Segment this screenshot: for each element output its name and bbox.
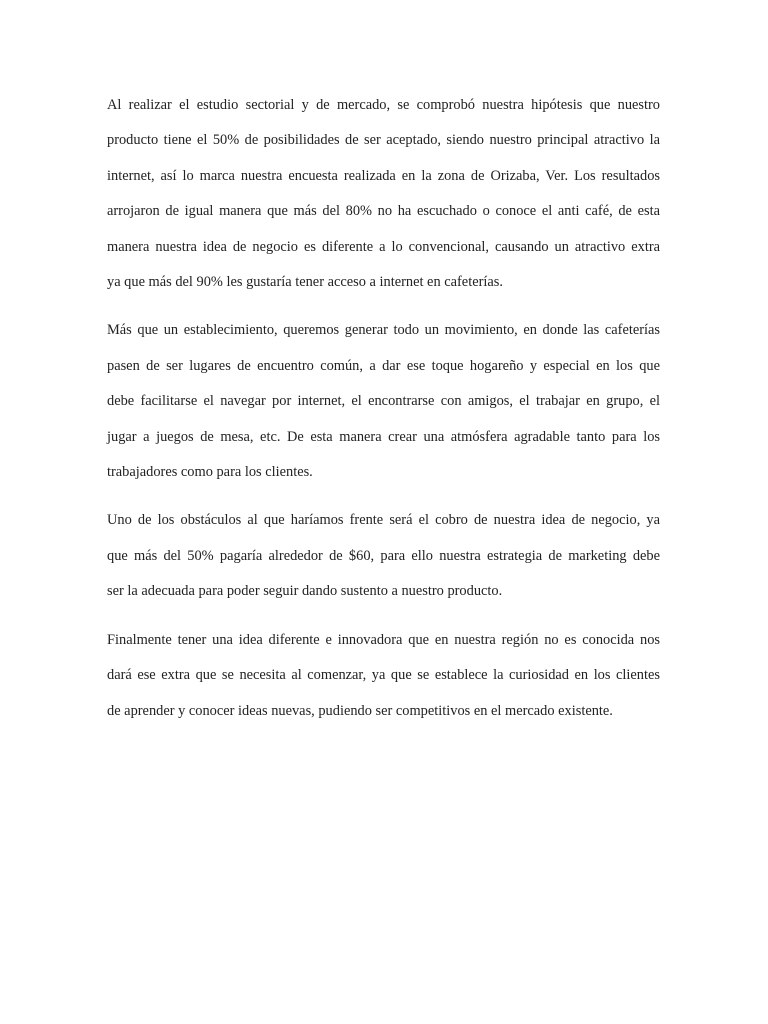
paragraph-line: que más del 50% pagaría alrededor de $60, para ello nuestra estrategia de marketing debe <box>107 547 660 564</box>
paragraph-line: trabajadores como para los clientes. <box>107 464 313 481</box>
paragraph-line: jugar a juegos de mesa, etc. De esta manera crear una atmósfera agradable tanto para los <box>107 428 660 445</box>
paragraph-line: debe facilitarse el navegar por internet, el encontrarse con amigos, el trabajar en grupo, el <box>107 393 660 410</box>
paragraph-line: manera nuestra idea de negocio es diferente a lo convencional, causando un atractivo extra <box>107 238 660 255</box>
document-body <box>107 88 660 742</box>
paragraph-line: Uno de los obstáculos al que haríamos frente será el cobro de nuestra idea de negocio, ya <box>107 512 660 529</box>
paragraph-line: ya que más del 90% les gustaría tener acceso a internet en cafeterías. <box>107 274 503 291</box>
paragraph-line: internet, así lo marca nuestra encuesta realizada en la zona de Orizaba, Ver. Los resultados <box>107 167 660 184</box>
paragraph-4 <box>107 623 660 729</box>
paragraph-line: producto tiene el 50% de posibilidades de ser aceptado, siendo nuestro principal atractivo la <box>107 132 660 149</box>
paragraph-line: de aprender y conocer ideas nuevas, pudiendo ser competitivos en el mercado existente. <box>107 702 613 719</box>
paragraph-line: Más que un establecimiento, queremos generar todo un movimiento, en donde las cafeterías <box>107 322 660 339</box>
paragraph-2 <box>107 313 660 490</box>
paragraph-line: dará ese extra que se necesita al comenzar, ya que se establece la curiosidad en los clientes <box>107 667 660 684</box>
paragraph-1 <box>107 88 660 300</box>
paragraph-line: arrojaron de igual manera que más del 80% no ha escuchado o conoce el anti café, de esta <box>107 203 660 220</box>
paragraph-line: Al realizar el estudio sectorial y de mercado, se comprobó nuestra hipótesis que nuestro <box>107 97 660 113</box>
paragraph-line: ser la adecuada para poder seguir dando sustento a nuestro producto. <box>107 583 503 600</box>
paragraph-line: Finalmente tener una idea diferente e innovadora que en nuestra región no es conocida nos <box>107 631 660 648</box>
paragraph-3 <box>107 503 660 609</box>
paragraph-line: pasen de ser lugares de encuentro común, a dar ese toque hogareño y especial en los que <box>107 357 660 374</box>
